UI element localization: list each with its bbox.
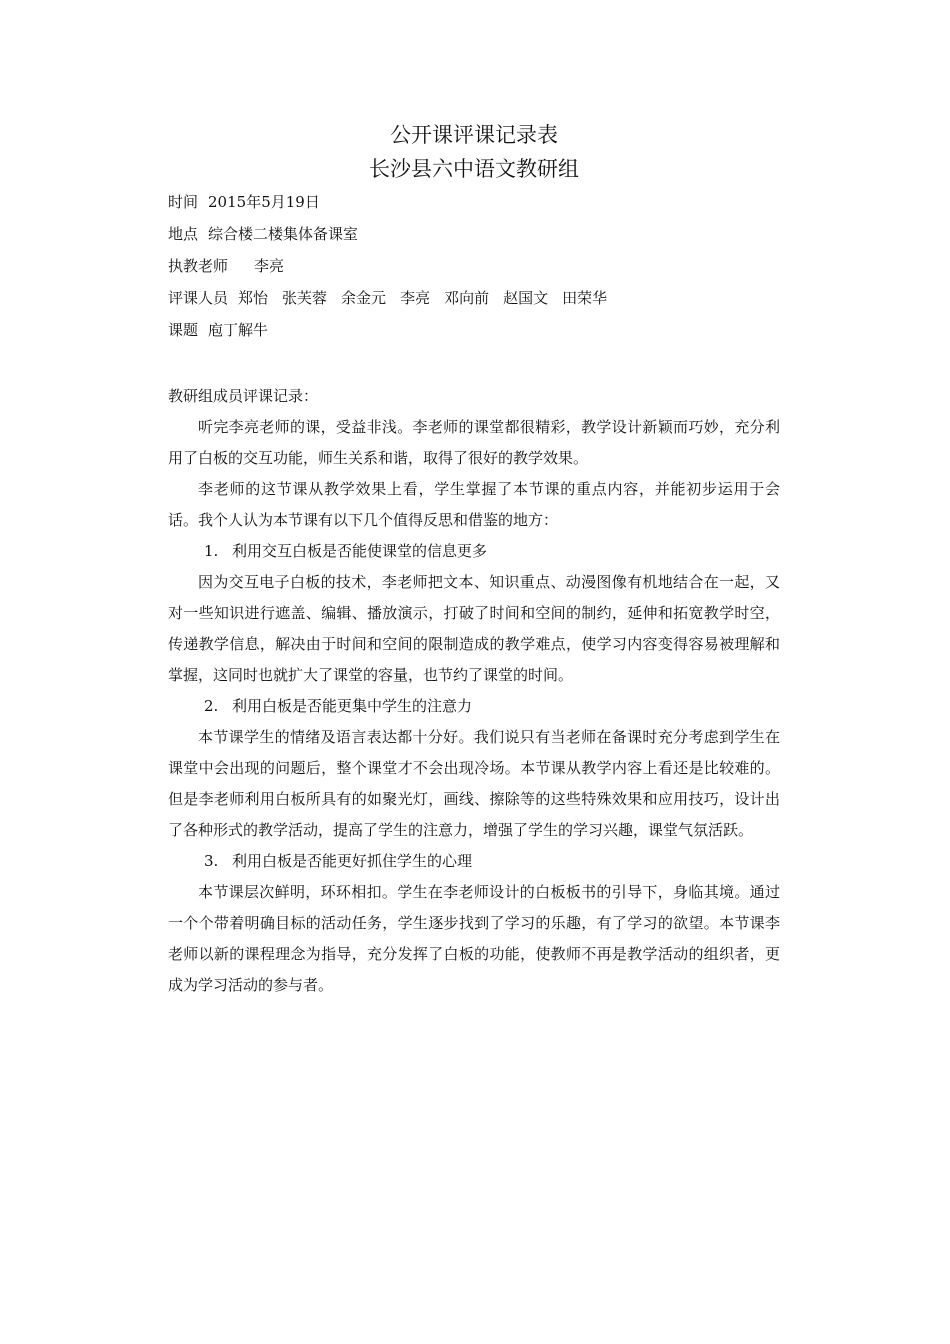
meta-topic — [168, 314, 780, 346]
reviewer-name: 余金元 — [341, 289, 387, 307]
point-body: 本节课层次鲜明，环环相扣。学生在李老师设计的白板板书的引导下，身临其境。通过一个个带着明确目标的活动任务，学生逐步找到了学习的乐趣，有了学习的欲望。本节课李老师以新的课程理念为指导，充分发挥了白板的功能，使教师不再是教学活动的组织者，更成为学习活动的参与者。 — [168, 883, 780, 994]
document-page — [168, 118, 780, 1001]
point-title: 利用白板是否能更集中学生的注意力 — [232, 697, 473, 715]
place-label: 地点 — [168, 225, 199, 243]
meta-reviewers — [168, 282, 780, 314]
reviewer-name: 田荣华 — [562, 289, 608, 307]
point-heading — [168, 691, 780, 722]
teacher-label: 执教老师 — [168, 257, 229, 275]
document-title: 公开课评课记录表 — [390, 123, 558, 147]
point-title: 利用白板是否能更好抓住学生的心理 — [232, 852, 473, 870]
point-number: 1. — [204, 542, 219, 560]
record-paragraph: 李老师的这节课从教学效果上看，学生掌握了本节课的重点内容，并能初步运用于会话。我个人认为本节课有以下几个值得反思和借鉴的地方： — [168, 480, 780, 529]
reviewer-name: 邓向前 — [444, 289, 490, 307]
time-label: 时间 — [168, 193, 199, 211]
topic-label: 课题 — [168, 321, 199, 339]
topic-value: 庖丁解牛 — [208, 321, 269, 339]
meta-block — [168, 186, 780, 346]
reviewer-name: 赵国文 — [503, 289, 549, 307]
reviewer-name: 张芙蓉 — [282, 289, 328, 307]
meta-teacher — [168, 250, 780, 282]
time-value: 2015年5月19日 — [208, 193, 320, 211]
point-heading — [168, 846, 780, 877]
point-title: 利用交互白板是否能使课堂的信息更多 — [232, 542, 488, 560]
point-heading — [168, 536, 780, 567]
document-subtitle: 长沙县六中语文教研组 — [369, 157, 579, 181]
place-value: 综合楼二楼集体备课室 — [208, 225, 359, 243]
record-paragraph: 听完李亮老师的课，受益非浅。李老师的课堂都很精彩，教学设计新颖而巧妙，充分利用了白板的交互功能，师生关系和谐，取得了很好的教学效果。 — [168, 418, 780, 467]
meta-place — [168, 218, 780, 250]
reviewer-name: 李亮 — [400, 289, 431, 307]
point-body: 本节课学生的情绪及语言表达都十分好。我们说只有当老师在备课时充分考虑到学生在课堂中会出现的问题后，整个课堂才不会出现冷场。本节课从教学内容上看还是比较难的。但是李老师利用白板所具有的如聚光灯，画线、擦除等的这些特殊效果和应用技巧，设计出了各种形式的教学活动，提高了学生的注意力，增强了学生的学习兴趣，课堂气氛活跃。 — [168, 728, 780, 839]
reviewer-name: 郑怡 — [238, 289, 269, 307]
reviewers-label: 评课人员 — [168, 289, 229, 307]
record-heading: 教研组成员评课记录： — [168, 387, 319, 405]
teacher-value: 李亮 — [254, 257, 285, 275]
meta-time — [168, 186, 780, 218]
point-body: 因为交互电子白板的技术，李老师把文本、知识重点、动漫图像有机地结合在一起，又对一些知识进行遮盖、编辑、播放演示，打破了时间和空间的制约，延伸和拓宽教学时空，传递教学信息，解决由于时间和空间的限制造成的教学难点，使学习内容变得容易被理解和掌握，这同时也就扩大了课堂的容量，也节约了课堂的时间。 — [168, 573, 780, 684]
point-number: 2. — [204, 697, 219, 715]
point-number: 3. — [204, 852, 219, 870]
